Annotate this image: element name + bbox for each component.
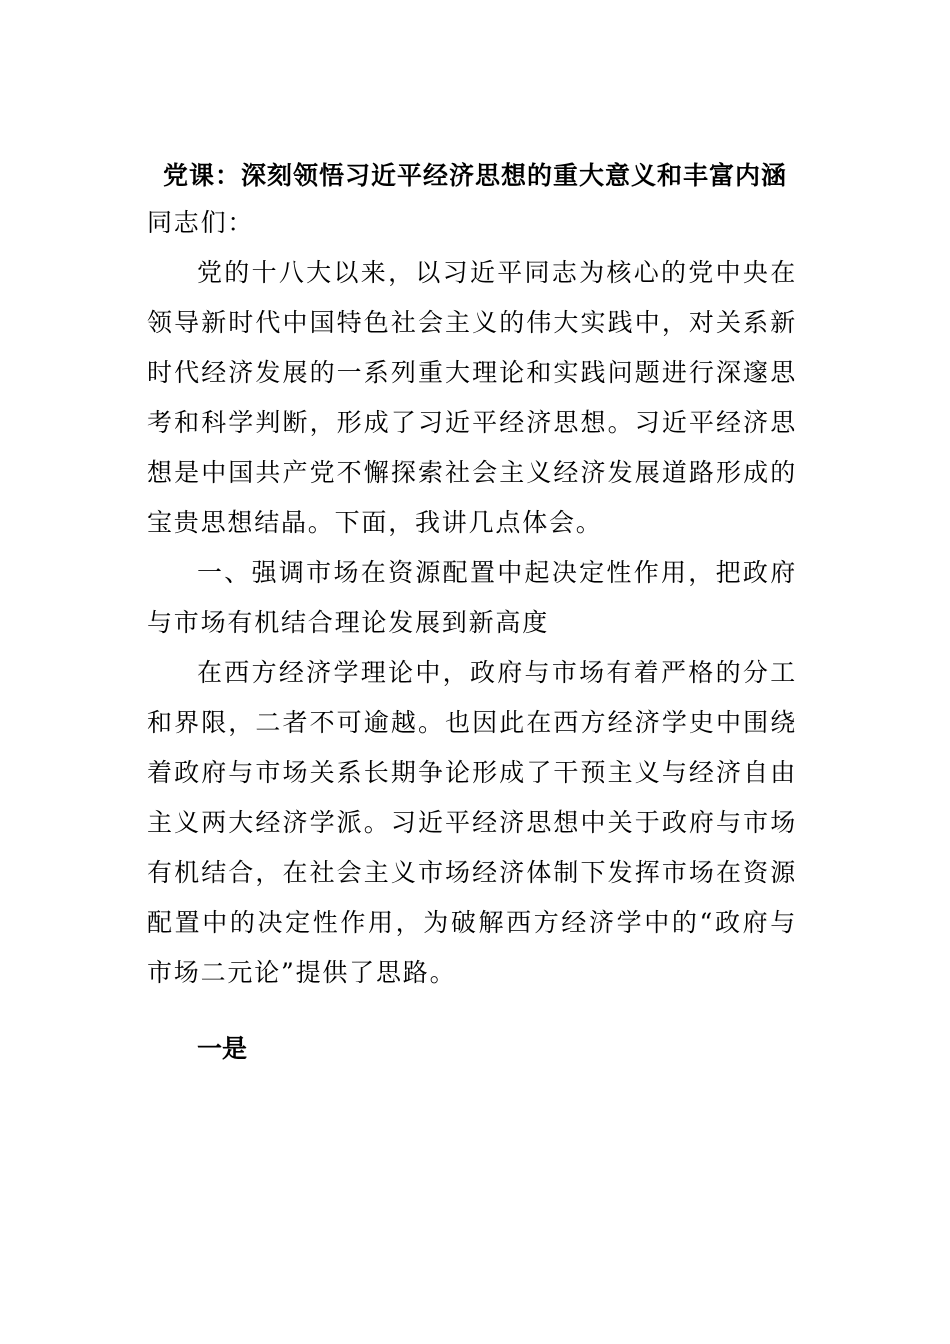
document-title: 党课：深刻领悟习近平经济思想的重大意义和丰富内涵 <box>162 161 787 190</box>
paragraph-intro: 党的十八大以来，以习近平同志为核心的党中央在领导新时代中国特色社会主义的伟大实践中，对关系新时代经济发展的一系列重大理论和实践问题进行深邃思考和科学判断，形成了习近平经济思想。习近平经济思想是中国共产党不懈探索社会主义经济发展道路形成的宝贵思想结晶。下面，我讲几点体会。 <box>147 258 797 537</box>
salutation: 同志们： <box>147 208 255 237</box>
section-heading-one: 一、强调市场在资源配置中起决定性作用，把政府与市场有机结合理论发展到新高度 <box>147 558 797 637</box>
document-body <box>147 248 797 998</box>
paragraph-market: 在西方经济学理论中，政府与市场有着严格的分工和界限，二者不可逾越。也因此在西方经济学史中围绕着政府与市场关系长期争论形成了干预主义与经济自由主义两大经济学派。习近平经济思想中关于政府与市场有机结合，在社会主义市场经济体制下发挥市场在资源配置中的决定性作用，为破解西方经济学中的“政府与市场二元论”提供了思路。 <box>147 658 797 987</box>
bold-subheading: 一是 <box>197 1034 248 1063</box>
